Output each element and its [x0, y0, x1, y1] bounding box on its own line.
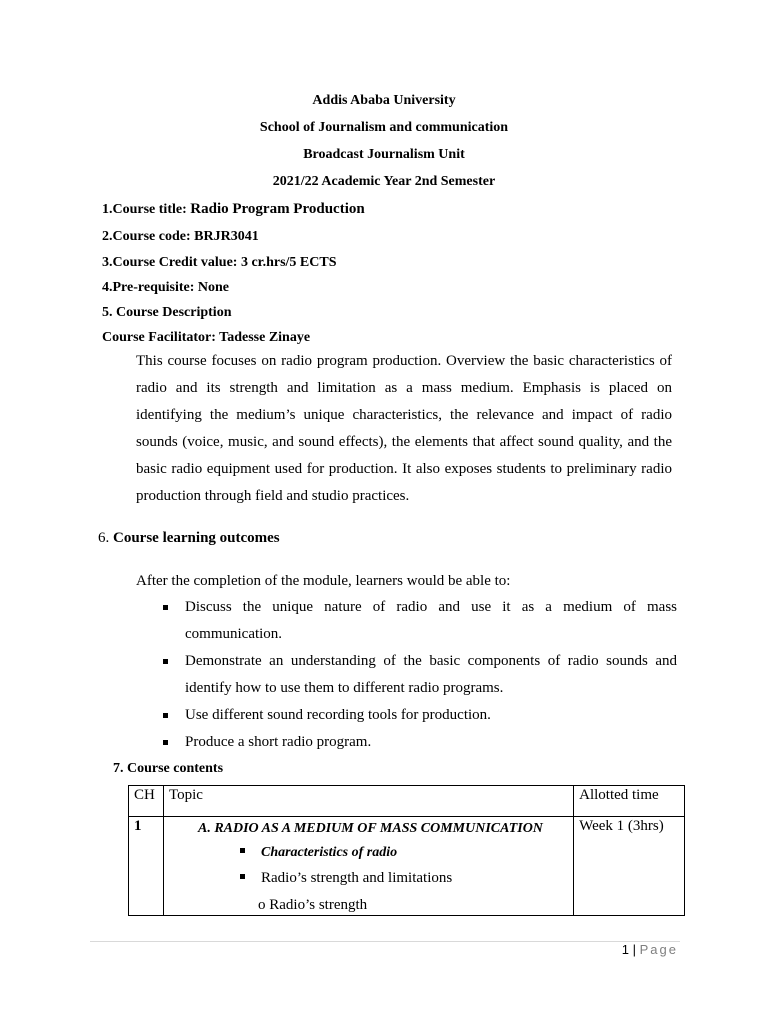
topic-subbullet: o Radio’s strength — [257, 897, 368, 913]
list-item — [163, 594, 677, 648]
topic-bullet-text: Characteristics of radio — [260, 845, 398, 860]
list-item-line: Produce a short radio program. — [185, 734, 372, 750]
description-line: This course focuses on radio program production. Overview the basic characteristics of — [136, 353, 672, 369]
header-time: Allotted time — [574, 786, 685, 817]
table-row — [129, 817, 685, 916]
contents-heading: 7. Course contents — [113, 761, 224, 776]
page-footer — [622, 942, 678, 957]
unit-name: Broadcast Journalism Unit — [303, 147, 465, 162]
school-name: School of Journalism and communication — [259, 120, 509, 135]
bullet-square-icon — [163, 659, 168, 664]
description-line: radio and its strength and limitation as a mass medium. Emphasis is placed on — [136, 380, 672, 396]
footer-divider — [90, 941, 680, 942]
list-item-line: Use different sound recording tools for production. — [185, 707, 491, 723]
page-word: Page — [639, 942, 678, 957]
header-topic: Topic — [163, 786, 573, 817]
row-ch: 1 — [129, 817, 164, 916]
description-line: basic radio equipment used for production. It also exposes students to preliminary radio — [136, 461, 672, 477]
list-item — [163, 702, 677, 729]
outcomes-number: 6. — [98, 530, 113, 546]
bullet-square-icon — [240, 874, 245, 879]
outcomes-heading — [98, 530, 280, 547]
bullet-square-icon — [240, 848, 245, 853]
topic-bullet-text: Radio’s strength and limitations — [260, 870, 453, 886]
academic-year: 2021/22 Academic Year 2nd Semester — [272, 174, 496, 189]
outcomes-list — [163, 594, 677, 756]
list-item-line: Discuss the unique nature of radio and use it as a medium of mass — [185, 599, 677, 615]
footer-separator: | — [629, 942, 640, 957]
table-header-row — [129, 786, 685, 817]
topic-bullet — [240, 845, 397, 861]
list-item-line: Demonstrate an understanding of the basic components of radio sounds and — [185, 653, 677, 669]
course-description-heading: 5. Course Description — [102, 305, 232, 320]
course-contents-table — [128, 785, 685, 916]
outcomes-intro: After the completion of the module, learners would be able to: — [136, 573, 511, 589]
header-ch: CH — [129, 786, 164, 817]
row-topic — [163, 817, 573, 916]
university-name: Addis Ababa University — [312, 93, 456, 108]
description-line: production through field and studio practices. — [136, 488, 410, 504]
bullet-square-icon — [163, 740, 168, 745]
course-credit: 3.Course Credit value: 3 cr.hrs/5 ECTS — [102, 255, 337, 270]
course-title — [102, 201, 365, 218]
course-title-label: 1.Course title: — [102, 202, 191, 217]
course-code: 2.Course code: BRJR3041 — [102, 229, 259, 244]
row-time: Week 1 (3hrs) — [574, 817, 685, 916]
description-line: identifying the medium’s unique characteristics, the relevance and impact of radio — [136, 407, 672, 423]
bullet-square-icon — [163, 713, 168, 718]
bullet-square-icon — [163, 605, 168, 610]
outcomes-title: Course learning outcomes — [113, 530, 280, 546]
page-number: 1 — [621, 942, 630, 957]
course-title-value: Radio Program Production — [190, 201, 365, 217]
list-item-line: identify how to use them to different radio programs. — [185, 680, 504, 696]
topic-section-a: A. RADIO AS A MEDIUM OF MASS COMMUNICATION — [197, 821, 543, 836]
prerequisite: 4.Pre-requisite: None — [102, 280, 230, 295]
description-line: sounds (voice, music, and sound effects), the elements that affect sound quality, and the — [136, 434, 672, 450]
list-item — [163, 648, 677, 702]
topic-bullet — [240, 870, 452, 887]
course-description-text — [136, 348, 672, 510]
list-item-line: communication. — [185, 626, 283, 642]
list-item — [163, 729, 677, 756]
course-facilitator: Course Facilitator: Tadesse Zinaye — [102, 330, 311, 345]
